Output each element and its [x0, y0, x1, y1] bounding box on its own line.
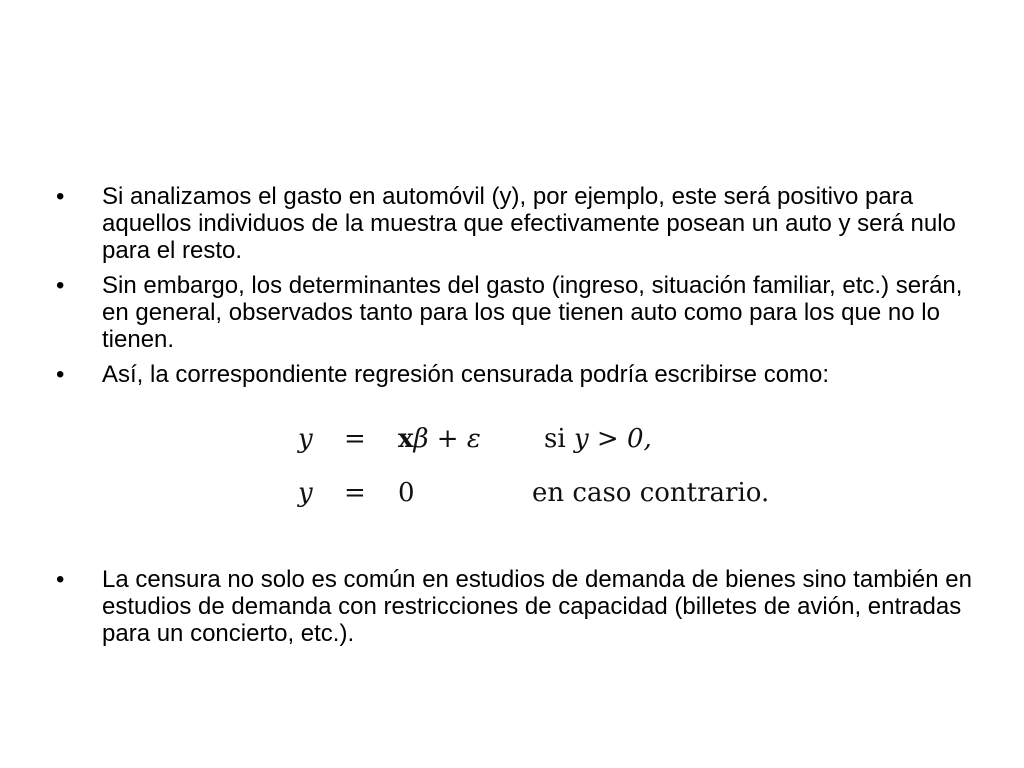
bullet-item: [56, 361, 976, 388]
bullet-marker: •: [56, 361, 65, 388]
condition-word: si: [544, 424, 566, 454]
bullet-marker: •: [56, 183, 65, 210]
regressor-vector: x: [398, 424, 414, 454]
equation-rhs-rest: β + ε: [413, 424, 481, 454]
equation-row-positive: [292, 424, 792, 464]
equals-sign: =: [344, 424, 366, 454]
bullet-list-top: [56, 183, 976, 396]
bullet-item: [56, 272, 976, 353]
bullet-text: Así, la correspondiente regresión censurada podría escribirse como:: [102, 361, 830, 388]
bullet-text: La censura no solo es común en estudios de demanda de bienes sino también en estudios de demanda con restricciones de capacidad (billetes de avión, entradas para un concierto, etc.).: [102, 566, 972, 647]
bullet-text: Sin embargo, los determinantes del gasto (ingreso, situación familiar, etc.) serán, en general, observados tanto para los que tienen auto como para los que no lo tienen.: [102, 272, 963, 353]
equation-rhs: [398, 424, 481, 454]
condition-expression: y > 0,: [573, 424, 652, 454]
equation-lhs: y: [298, 478, 313, 508]
equation-row-otherwise: [292, 478, 792, 518]
bullet-marker: •: [56, 566, 65, 593]
equation-rhs: 0: [398, 478, 415, 508]
bullet-item: [56, 566, 976, 647]
equation-condition: en caso contrario.: [532, 478, 770, 508]
bullet-text: Si analizamos el gasto en automóvil (y), por ejemplo, este será positivo para aquellos individuos de la muestra que efectivamente posean un auto y será nulo para el resto.: [102, 183, 956, 264]
equation-condition: [544, 424, 652, 454]
bullet-item: [56, 183, 976, 264]
equation-lhs: y: [298, 424, 313, 454]
equals-sign: =: [344, 478, 366, 508]
bullet-list-bottom: [56, 566, 976, 655]
censored-regression-equations: [292, 420, 792, 520]
bullet-marker: •: [56, 272, 65, 299]
